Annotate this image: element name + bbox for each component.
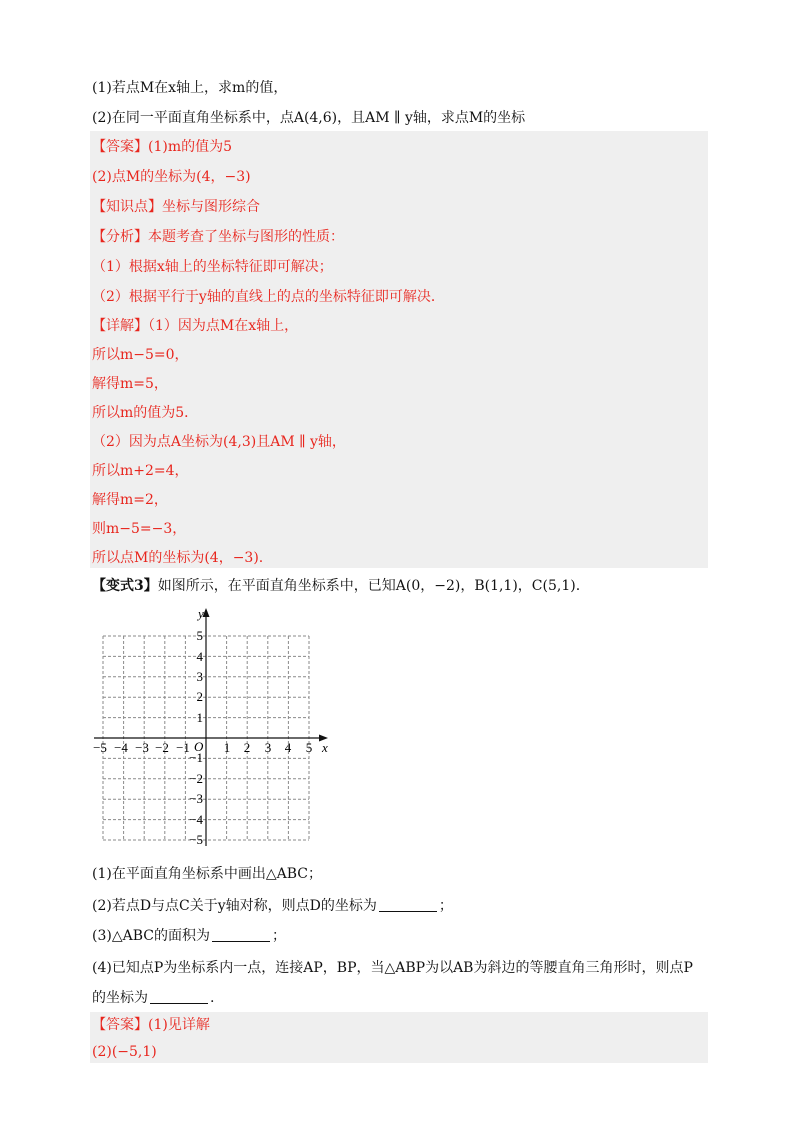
question2-part-4-text: 的坐标为 [92, 990, 148, 1006]
x-tick-label: −1 [176, 740, 190, 755]
analysis-line: 【分析】本题考查了坐标与图形的性质： [92, 229, 344, 245]
x-axis-label: x [322, 740, 328, 755]
detail-line: 【详解】（1）因为点M在x轴上， [92, 318, 299, 334]
y-tick-label: −2 [189, 771, 203, 786]
y-tick-label: 5 [196, 628, 203, 643]
question-part-2: (2)在同一平面直角坐标系中，点A(4,6)，且AM ∥ y轴，求点M的坐标 [92, 110, 526, 126]
x-tick-label: −3 [135, 740, 149, 755]
x-tick-label: 4 [284, 740, 292, 755]
x-tick-label: 3 [264, 740, 272, 755]
variant-title: 【变式3】 [92, 578, 158, 594]
answer-blank [379, 897, 437, 912]
variant-heading [92, 576, 580, 596]
detail-line: 解得m=2， [92, 492, 168, 508]
analysis-line: （2）根据平行于y轴的直线上的点的坐标特征即可解决． [92, 289, 445, 305]
question2-part-4-end: . [210, 990, 215, 1006]
detail-line: （2）因为点A坐标为(4,3)且AM ∥ y轴， [92, 434, 346, 450]
analysis-line: （1）根据x轴上的坐标特征即可解决； [92, 259, 333, 275]
detail-line: 解得m=5， [92, 376, 168, 392]
answer2-line: (2)(−5,1) [92, 1044, 157, 1060]
detail-line: 所以m+2=4， [92, 463, 189, 479]
question2-part-4: (4)已知点P为坐标系内一点，连接AP，BP，当△ABP为以AB为斜边的等腰直角三角形时，则点P [92, 960, 693, 976]
question-part-1: (1)若点M在x轴上，求m的值， [92, 80, 288, 96]
knowledge-point: 【知识点】坐标与图形综合 [92, 199, 260, 215]
question2-part-2-end: ； [438, 898, 453, 914]
x-tick-label: 1 [223, 740, 231, 755]
y-tick-label: 4 [196, 649, 203, 664]
question2-part-3-end: ； [271, 928, 286, 944]
detail-line: 所以m的值为5． [92, 405, 199, 421]
y-tick-label: −4 [189, 812, 203, 827]
detail-line: 则m−5=−3， [92, 521, 187, 537]
x-tick-label: −4 [114, 740, 128, 755]
y-tick-label: 2 [196, 689, 203, 704]
question2-part-2 [92, 896, 453, 916]
coordinate-graph [90, 600, 350, 850]
detail-line: 所以点M的坐标为(4，−3). [92, 550, 264, 566]
y-tick-label: −1 [189, 750, 203, 765]
question2-part-2-text: (2)若点D与点C关于y轴对称，则点D的坐标为 [92, 898, 377, 914]
answer-line: 【答案】(1)m的值为5 [92, 139, 233, 155]
question2-part-1: (1)在平面直角坐标系中画出△ABC； [92, 866, 322, 882]
y-tick-label: 3 [196, 669, 203, 684]
y-tick-label: 1 [196, 710, 203, 725]
x-tick-label: −5 [93, 740, 107, 755]
answer-line: (2)点M的坐标为(4，−3) [92, 169, 251, 185]
answer-blank [212, 927, 270, 942]
answer-blank [150, 989, 208, 1004]
y-axis-label: y [198, 606, 204, 621]
question2-part-4-cont [92, 988, 214, 1008]
answer2-line: 【答案】(1)见详解 [92, 1017, 210, 1033]
question2-part-3-text: (3)△ABC的面积为 [92, 928, 210, 944]
x-tick-label: −2 [155, 740, 169, 755]
y-tick-label: −5 [189, 832, 203, 847]
question2-part-3 [92, 926, 286, 946]
x-tick-label: 2 [243, 740, 251, 755]
x-tick-label: 5 [305, 740, 313, 755]
y-tick-label: −3 [189, 791, 203, 806]
variant-text: 如图所示，在平面直角坐标系中，已知A(0，−2)，B(1,1)，C(5,1). [157, 578, 581, 594]
origin-label: O [194, 739, 204, 754]
detail-line: 所以m−5=0， [92, 347, 189, 363]
